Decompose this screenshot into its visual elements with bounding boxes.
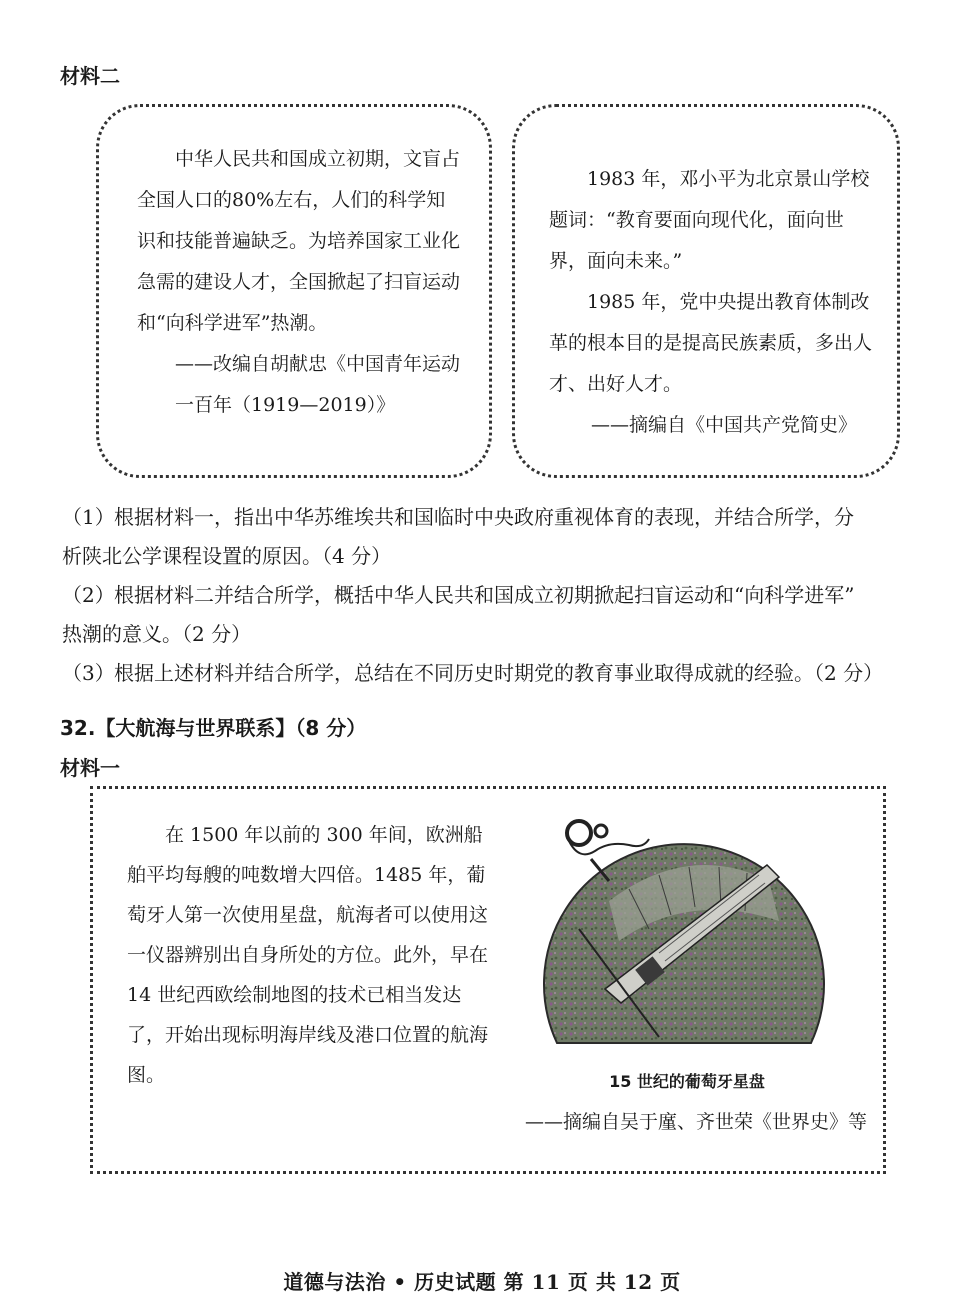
material-two-right-box — [512, 104, 900, 478]
question-1-line-2: 析陕北公学课程设置的原因。（4 分） — [62, 544, 392, 568]
question-2-number: （2） — [62, 583, 115, 607]
astrolabe-caption: 15 世纪的葡萄牙星盘 — [609, 1072, 765, 1091]
question-2 — [62, 576, 922, 615]
section-32-source: ——摘编自吴于廑、齐世荣《世界史》等 — [524, 1111, 867, 1133]
question-3-line-1: 根据上述材料并结合所学，总结在不同历史时期党的教育事业取得成就的经验。（2 分） — [114, 661, 884, 685]
question-2-line-2: 热潮的意义。（2 分） — [62, 622, 252, 646]
question-1 — [62, 498, 922, 537]
question-3 — [62, 654, 922, 693]
section-32-title: 32.【大航海与世界联系】（8 分） — [60, 716, 367, 740]
page-footer: 道德与法治 • 历史试题 第 11 页 共 12 页 — [283, 1270, 681, 1294]
question-3-number: （3） — [62, 661, 115, 685]
material-one-box — [90, 786, 886, 1174]
right-box-source: ——摘编自《中国共产党简史》 — [591, 414, 858, 436]
material-one-heading: 材料一 — [60, 756, 120, 780]
right-box-paragraph-1: 1983 年，邓小平为北京景山学校题词：“教育要面向现代化，面向世界，面向未来。” — [549, 168, 870, 272]
left-box-source: ——改编自胡献忠《中国青年运动一百年（1919—2019）》 — [175, 353, 461, 416]
question-1-line-1: 根据材料一，指出中华苏维埃共和国临时中央政府重视体育的表现，并结合所学，分 — [114, 505, 854, 529]
left-box-paragraph: 中华人民共和国成立初期，文盲占全国人口的80%左右，人们的科学知识和技能普遍缺乏。为培养国家工业化急需的建设人才，全国掀起了扫盲运动和“向科学进军”热潮。 — [137, 148, 461, 334]
astrolabe-image — [539, 811, 835, 1067]
material-two-left-box — [96, 104, 492, 478]
material-two-heading: 材料二 — [60, 64, 120, 88]
question-1-number: （1） — [62, 505, 115, 529]
right-box-paragraph-2: 1985 年，党中央提出教育体制改革的根本目的是提高民族素质，多出人才、出好人才。 — [549, 291, 873, 395]
section-32-paragraph: 在 1500 年以前的 300 年间，欧洲船舶平均每艘的吨数增大四倍。1485 年，葡萄牙人第一次使用星盘，航海者可以使用这一仪器辨别出自身所处的方位。此外，早在 14 世纪西欧绘制地图的技术已相当发达了，开始出现标明海岸线及港口位置的航海图。 — [127, 824, 489, 1086]
question-2-line-1: 根据材料二并结合所学，概括中华人民共和国成立初期掀起扫盲运动和“向科学进军” — [114, 583, 855, 607]
question-list — [62, 498, 922, 693]
